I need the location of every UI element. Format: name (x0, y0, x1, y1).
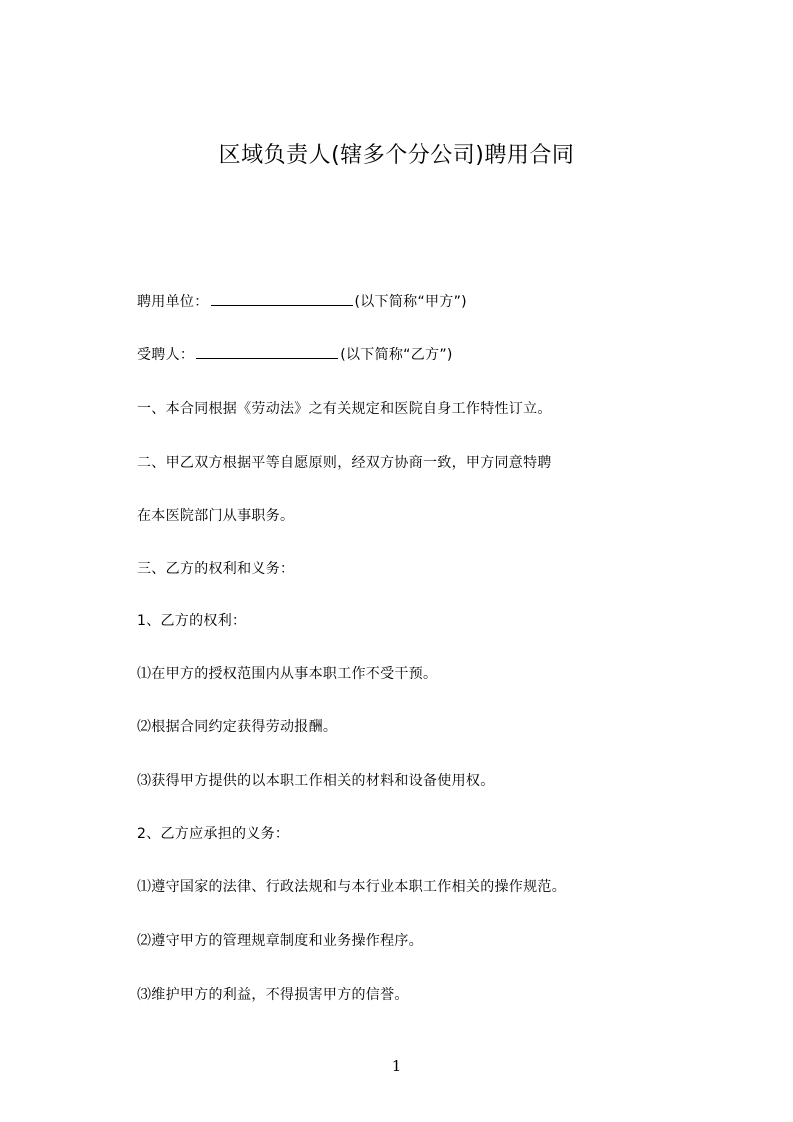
clause-2-line-1: 二、甲乙双方根据平等自愿原则，经双方协商一致，甲方同意特聘 (137, 455, 552, 471)
employer-line (137, 291, 467, 312)
employee-label: 受聘人： (137, 347, 195, 363)
employee-blank (196, 344, 338, 359)
page-number: 1 (391, 1057, 402, 1075)
clause-3: 三、乙方的权利和义务： (137, 561, 295, 577)
employee-suffix: (以下简称“乙方”) (340, 347, 453, 363)
employer-label: 聘用单位： (137, 294, 209, 310)
duty-item-1: ⑴遵守国家的法律、行政法规和与本行业本职工作相关的操作规范。 (137, 879, 566, 895)
clause-2-line-2: 在本医院部门从事职务。 (137, 508, 295, 524)
clause-1: 一、本合同根据《劳动法》之有关规定和医院自身工作特性订立。 (137, 401, 552, 417)
right-item-1: ⑴在甲方的授权范围内从事本职工作不受干预。 (137, 666, 438, 682)
right-item-2: ⑵根据合同约定获得劳动报酬。 (137, 719, 338, 735)
employer-suffix: (以下简称“甲方”) (354, 294, 467, 310)
right-item-3: ⑶获得甲方提供的以本职工作相关的材料和设备使用权。 (137, 773, 495, 789)
employer-blank (211, 291, 353, 306)
employee-line (137, 344, 453, 365)
duty-item-2: ⑵遵守甲方的管理规章制度和业务操作程序。 (137, 933, 423, 949)
duty-item-3: ⑶维护甲方的利益，不得损害甲方的信誉。 (137, 987, 409, 1003)
document-title: 区域负责人(辖多个分公司)聘用合同 (218, 143, 575, 168)
duties-heading: 2、乙方应承担的义务： (137, 826, 290, 842)
rights-heading: 1、乙方的权利： (137, 613, 247, 629)
